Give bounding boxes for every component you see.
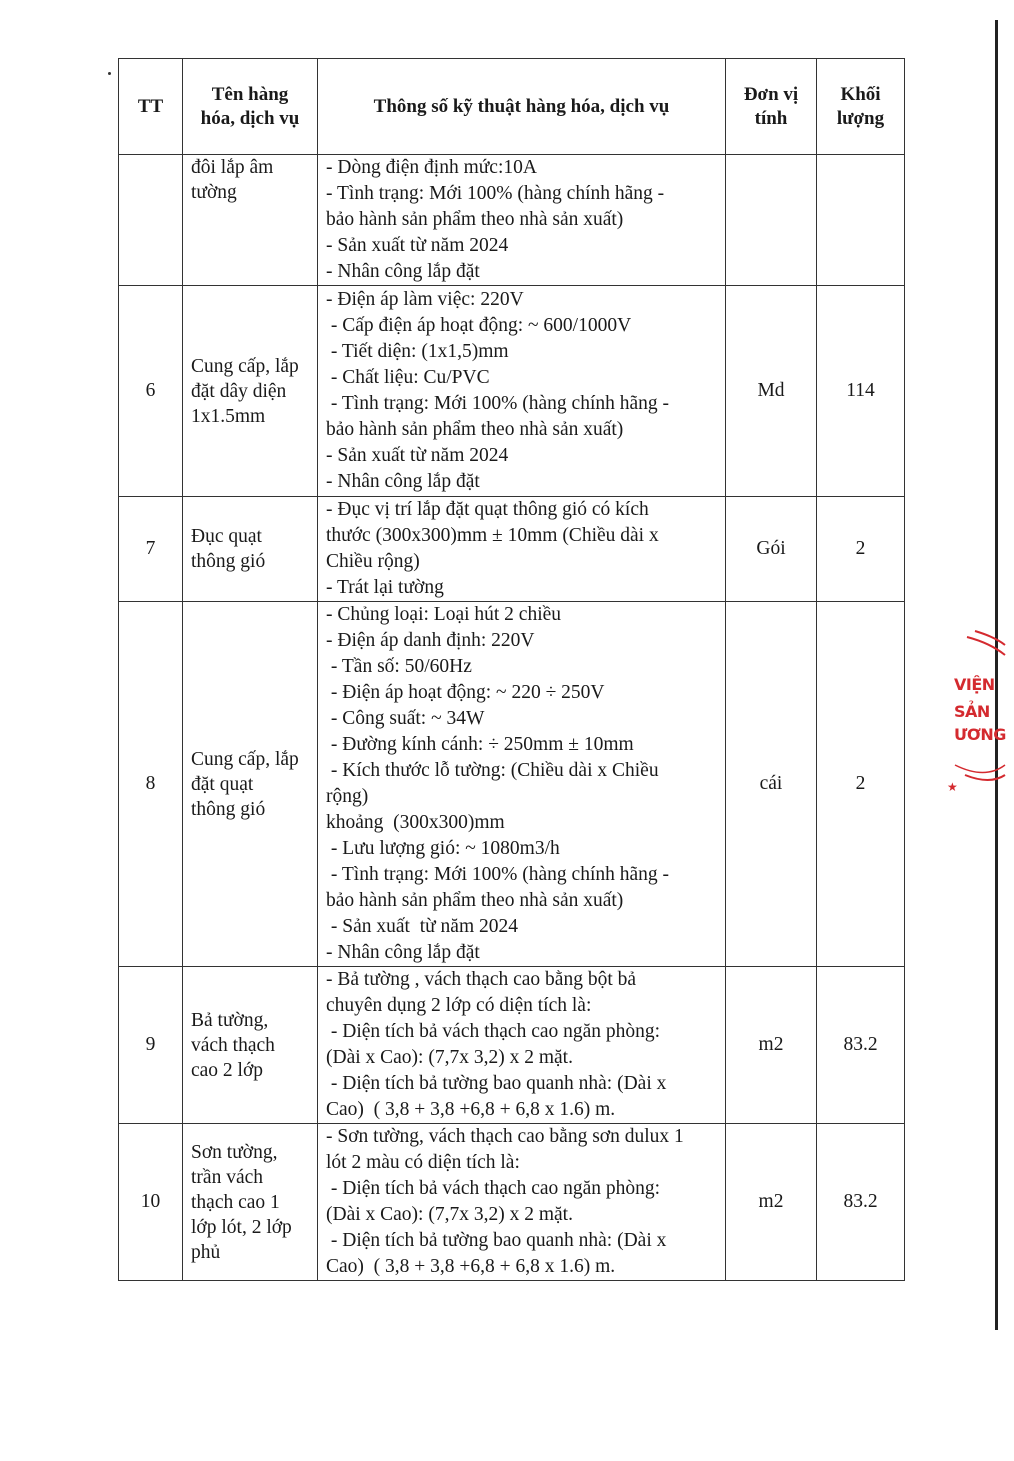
stamp-text-line: SẢN <box>954 702 990 721</box>
item-name-line: lớp lót, 2 lớp <box>191 1216 292 1238</box>
header-unit-line: tính <box>754 107 788 129</box>
spec-line: - Đường kính cánh: ÷ 250mm ± 10mm <box>326 734 634 755</box>
item-name-line: trần vách <box>191 1166 264 1188</box>
specification-table <box>118 58 905 1281</box>
cell-quantity: 83.2 <box>817 967 905 1124</box>
spec-line: - Sản xuất từ năm 2024 <box>326 235 509 256</box>
cell-tt <box>119 155 183 286</box>
stamp-text-line: VIỆN <box>954 675 995 694</box>
header-qty <box>817 59 905 155</box>
cell-unit: Md <box>726 286 817 497</box>
spec-line: - Tình trạng: Mới 100% (hàng chính hãng - <box>326 864 670 885</box>
cell-item-name <box>183 497 318 602</box>
cell-specification <box>318 967 726 1124</box>
spec-line: chuyên dụng 2 lớp có diện tích là: <box>326 995 592 1016</box>
stamp-text-line: ƯƠNG <box>954 725 1006 744</box>
table-row <box>119 497 905 602</box>
spec-line: - Kích thước lỗ tường: (Chiều dài x Chiều <box>326 760 659 781</box>
spec-line: - Dòng điện định mức:10A <box>326 157 537 178</box>
cell-item-name <box>183 967 318 1124</box>
spec-line: Cao) ( 3,8 + 3,8 +6,8 + 6,8 x 1.6) m. <box>326 1256 616 1277</box>
item-name-line: đôi lắp âm <box>191 157 274 178</box>
cell-specification <box>318 602 726 967</box>
item-name-line: thông gió <box>191 798 266 820</box>
cell-quantity: 2 <box>817 602 905 967</box>
item-name-line: 1x1.5mm <box>191 405 266 427</box>
spec-line: - Tần số: 50/60Hz <box>326 656 472 677</box>
red-stamp <box>935 625 1005 795</box>
spec-line: - Diện tích bả vách thạch cao ngăn phòng: <box>326 1178 661 1199</box>
spec-line: - Lưu lượng gió: ~ 1080m3/h <box>326 838 560 859</box>
cell-specification <box>318 497 726 602</box>
cell-item-name <box>183 602 318 967</box>
spec-line: - Điện áp hoạt động: ~ 220 ÷ 250V <box>326 682 605 703</box>
header-row <box>119 59 905 155</box>
table-body <box>119 155 905 1281</box>
table-row <box>119 286 905 497</box>
cell-tt: 8 <box>119 602 183 967</box>
header-unit-line: Đơn vị <box>743 83 799 105</box>
cell-quantity <box>817 155 905 286</box>
spec-line: bảo hành sản phẩm theo nhà sản xuất) <box>326 209 624 230</box>
cell-specification <box>318 1124 726 1281</box>
spec-line: - Sản xuất từ năm 2024 <box>326 916 519 937</box>
item-name-line: tường <box>191 182 237 203</box>
header-name-line: hóa, dịch vụ <box>200 107 300 129</box>
table-row <box>119 155 905 286</box>
spec-line: - Diện tích bả vách thạch cao ngăn phòng: <box>326 1021 661 1042</box>
spec-line: bảo hành sản phẩm theo nhà sản xuất) <box>326 419 624 440</box>
spec-line: - Sản xuất từ năm 2024 <box>326 445 509 466</box>
spec-line: - Trát lại tường <box>326 577 444 598</box>
item-name-line: Cung cấp, lắp <box>191 748 299 770</box>
spec-line: (Dài x Cao): (7,7x 3,2) x 2 mặt. <box>326 1047 573 1068</box>
cell-unit <box>726 155 817 286</box>
spec-line: khoảng (300x300)mm <box>326 812 505 833</box>
item-name-line: Đục quạt <box>191 526 262 547</box>
spec-line: - Nhân công lắp đặt <box>326 942 480 963</box>
cell-tt: 7 <box>119 497 183 602</box>
spec-line: (Dài x Cao): (7,7x 3,2) x 2 mặt. <box>326 1204 573 1225</box>
spec-line: bảo hành sản phẩm theo nhà sản xuất) <box>326 890 624 911</box>
spec-line: thước (300x300)mm ± 10mm (Chiều dài x <box>326 525 659 546</box>
cell-unit: cái <box>726 602 817 967</box>
spec-line: Chiều rộng) <box>326 551 420 572</box>
spec-line: - Bả tường , vách thạch cao bằng bột bả <box>326 969 637 990</box>
header-tt: TT <box>119 59 183 155</box>
spec-line: - Tiết diện: (1x1,5)mm <box>326 341 509 362</box>
spec-line: - Điện áp danh định: 220V <box>326 630 535 651</box>
cell-item-name <box>183 155 318 286</box>
cell-quantity: 2 <box>817 497 905 602</box>
spec-line: - Nhân công lắp đặt <box>326 471 480 492</box>
spec-line: lót 2 màu có diện tích là: <box>326 1152 520 1173</box>
item-name-line: thạch cao 1 <box>191 1191 280 1213</box>
cell-specification <box>318 286 726 497</box>
item-name-line: vách thạch <box>191 1034 275 1056</box>
cell-item-name <box>183 286 318 497</box>
item-name-line: Sơn tường, <box>191 1141 278 1163</box>
cell-quantity: 83.2 <box>817 1124 905 1281</box>
item-name-line: cao 2 lớp <box>191 1059 264 1081</box>
spec-line: - Diện tích bả tường bao quanh nhà: (Dài x <box>326 1230 667 1251</box>
cell-unit: m2 <box>726 1124 817 1281</box>
cell-tt: 10 <box>119 1124 183 1281</box>
cell-unit: m2 <box>726 967 817 1124</box>
header-name-line: Tên hàng <box>211 83 289 105</box>
cell-tt: 6 <box>119 286 183 497</box>
table-row <box>119 602 905 967</box>
spec-line: - Đục vị trí lắp đặt quạt thông gió có kích <box>326 499 649 520</box>
spec-line: - Nhân công lắp đặt <box>326 261 480 282</box>
item-name-line: đặt dây diện <box>191 380 287 402</box>
cell-unit: Gói <box>726 497 817 602</box>
cell-tt: 9 <box>119 967 183 1124</box>
spec-line: - Diện tích bả tường bao quanh nhà: (Dài x <box>326 1073 667 1094</box>
item-name-line: Cung cấp, lắp <box>191 355 299 377</box>
cell-quantity: 114 <box>817 286 905 497</box>
spec-line: - Cấp điện áp hoạt động: ~ 600/1000V <box>326 315 632 336</box>
spec-line: - Điện áp làm việc: 220V <box>326 289 524 310</box>
table-row <box>119 967 905 1124</box>
spec-line: - Sơn tường, vách thạch cao bằng sơn dulux 1 <box>326 1126 684 1147</box>
spec-line: - Tình trạng: Mới 100% (hàng chính hãng - <box>326 393 670 414</box>
cell-item-name <box>183 1124 318 1281</box>
header-spec: Thông số kỹ thuật hàng hóa, dịch vụ <box>318 59 726 155</box>
scan-dot <box>108 72 111 75</box>
item-name-line: đặt quạt <box>191 773 254 795</box>
item-name-line: thông gió <box>191 551 266 572</box>
svg-text:★: ★ <box>947 780 958 794</box>
header-unit <box>726 59 817 155</box>
header-name <box>183 59 318 155</box>
item-name-line: Bả tường, <box>191 1009 269 1031</box>
item-name-line: phủ <box>191 1241 221 1263</box>
cell-specification <box>318 155 726 286</box>
spec-line: rộng) <box>326 786 369 807</box>
spec-line: Cao) ( 3,8 + 3,8 +6,8 + 6,8 x 1.6) m. <box>326 1099 616 1120</box>
spec-line: - Chủng loại: Loại hút 2 chiều <box>326 604 562 625</box>
header-qty-line: lượng <box>836 107 885 129</box>
table-row <box>119 1124 905 1281</box>
spec-line: - Tình trạng: Mới 100% (hàng chính hãng - <box>326 183 665 204</box>
spec-line: - Công suất: ~ 34W <box>326 708 485 729</box>
spec-line: - Chất liệu: Cu/PVC <box>326 367 490 388</box>
header-qty-line: Khối <box>840 83 881 105</box>
